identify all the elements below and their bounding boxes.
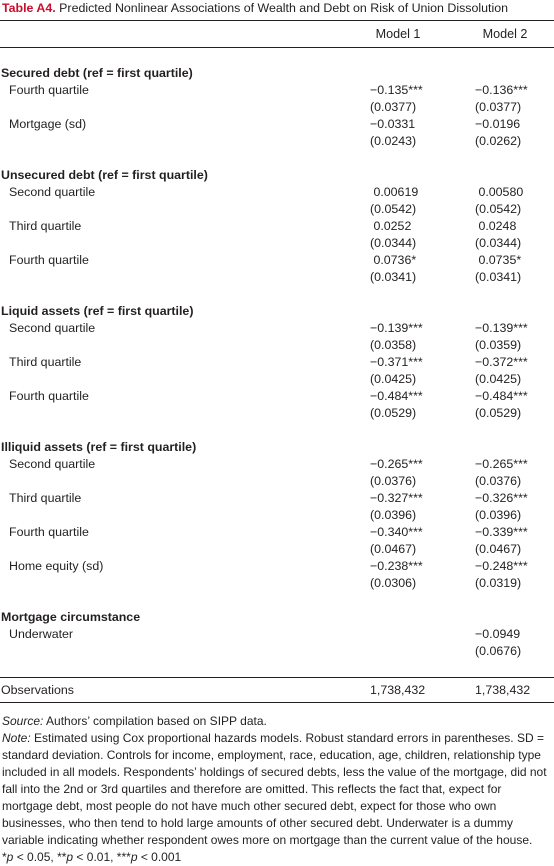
coefficient-row [0,252,554,269]
model-2-coefficient: −0.339*** [475,525,528,539]
row-spacer [0,660,554,677]
row-label: Underwater [9,627,74,641]
section-heading-row [0,167,554,184]
section-heading: Secured debt (ref = first quartile) [1,66,193,80]
note-text: Estimated using Cox proportional hazards models. Robust standard errors in parentheses. SD = standard deviation. Controls for income, employment, race, education, age, children, relationship type included in all models. Respondents’ holdings of secured debts, less the value of the mortgage, did not fall into the 2nd or 3rd quartiles and therefore are omitted. This reflects the fact that, expect for mortgage debt, most people do not have much other secured debt, expect for those who own businesses, who then tend to hold large amounts of other secured debt. Underwater is a dummy variable indicating whether respondent owes more on mortgage than the current value of the house. [2,731,547,847]
model-1-coefficient: 0.0252 [370,219,412,233]
model-2-standard-error: (0.0344) [475,236,522,250]
model-2-standard-error: (0.0529) [475,406,522,420]
model-2-observations: 1,738,432 [475,683,531,697]
model-2-coefficient: −0.139*** [475,321,528,335]
model-1-coefficient: −0.139*** [370,321,423,335]
table-notes [0,713,554,866]
model-2-standard-error: (0.0467) [475,542,522,556]
model-2-coefficient: −0.0196 [475,117,521,131]
row-label: Fourth quartile [9,525,89,539]
model-1-coefficient: −0.484*** [370,389,423,403]
row-label: Home equity (sd) [9,559,104,573]
row-spacer [0,150,554,167]
column-header-row [0,21,554,48]
model-2-coefficient: −0.136*** [475,83,528,97]
model-2-standard-error: (0.0425) [475,372,522,386]
section-heading-row [0,609,554,626]
row-spacer [0,422,554,439]
row-label: Fourth quartile [9,389,89,403]
model-2-standard-error: (0.0319) [475,576,522,590]
note-paragraph [2,730,552,849]
model-1-standard-error: (0.0467) [370,542,417,556]
sig-3-rest: < 0.001 [137,850,182,864]
row-spacer [0,592,554,609]
coefficient-row [0,116,554,133]
column-header-model-2: Model 2 [482,27,528,41]
model-2-coefficient: −0.484*** [475,389,528,403]
model-1-coefficient: −0.340*** [370,525,423,539]
model-1-standard-error: (0.0396) [370,508,417,522]
model-1-observations: 1,738,432 [370,683,426,697]
row-label: Fourth quartile [9,83,89,97]
sig-1-symbol: * [2,850,7,864]
model-2-standard-error: (0.0359) [475,338,522,352]
section-heading: Liquid assets (ref = first quartile) [1,304,194,318]
model-2-standard-error: (0.0396) [475,508,522,522]
model-1-standard-error: (0.0529) [370,406,417,420]
standard-error-row [0,99,554,116]
model-1-standard-error: (0.0376) [370,474,417,488]
row-label: Second quartile [9,321,96,335]
observations-label: Observations [1,683,75,697]
model-2-coefficient: −0.248*** [475,559,528,573]
coefficient-row [0,184,554,201]
section-heading-row [0,439,554,456]
standard-error-row [0,201,554,218]
model-1-standard-error: (0.0542) [370,202,417,216]
coefficient-row [0,490,554,507]
model-2-coefficient: 0.0735* [475,253,522,267]
standard-error-row [0,133,554,150]
sig-1-p: p [6,850,14,864]
row-label: Second quartile [9,457,96,471]
sig-2-symbol: ** [57,850,67,864]
coefficient-row [0,456,554,473]
standard-error-row [0,473,554,490]
row-label: Third quartile [9,491,82,505]
row-spacer [0,48,554,65]
model-1-coefficient: −0.371*** [370,355,423,369]
table-title-text: Predicted Nonlinear Associations of Wealth and Debt on Risk of Union Dissolution [59,1,508,15]
model-1-coefficient: −0.327*** [370,491,423,505]
model-1-coefficient: 0.0736* [370,253,417,267]
model-2-coefficient: 0.0248 [475,219,517,233]
model-2-coefficient: 0.00580 [475,185,524,199]
row-label: Third quartile [9,219,82,233]
model-2-coefficient: −0.326*** [475,491,528,505]
model-2-coefficient: −0.0949 [475,627,521,641]
model-1-standard-error: (0.0358) [370,338,417,352]
table-bottom-rule [0,702,554,703]
model-1-coefficient: 0.00619 [370,185,419,199]
standard-error-row [0,337,554,354]
standard-error-row [0,541,554,558]
note-label: Note: [2,731,31,745]
sig-2-rest: < 0.01, [73,850,117,864]
row-label: Fourth quartile [9,253,89,267]
section-heading-row [0,303,554,320]
observations-row [0,677,554,702]
significance-note [2,849,552,866]
source-label: Source: [2,714,44,728]
row-label: Third quartile [9,355,82,369]
sig-3-symbol: *** [116,850,131,864]
model-1-coefficient: −0.0331 [370,117,416,131]
row-label: Second quartile [9,185,96,199]
model-1-coefficient: −0.265*** [370,457,423,471]
coefficient-row [0,524,554,541]
section-heading: Illiquid assets (ref = first quartile) [1,440,197,454]
model-2-standard-error: (0.0341) [475,270,522,284]
model-1-coefficient: −0.135*** [370,83,423,97]
model-2-standard-error: (0.0262) [475,134,522,148]
section-heading: Mortgage circumstance [1,610,141,624]
model-1-standard-error: (0.0306) [370,576,417,590]
model-1-coefficient: −0.238*** [370,559,423,573]
coefficient-row [0,82,554,99]
model-1-standard-error: (0.0341) [370,270,417,284]
standard-error-row [0,235,554,252]
row-label: Mortgage (sd) [9,117,87,131]
source-text: Authors’ compilation based on SIPP data. [43,714,267,728]
sig-1-rest: < 0.05, [13,850,58,864]
model-1-standard-error: (0.0425) [370,372,417,386]
coefficient-row [0,388,554,405]
standard-error-row [0,371,554,388]
section-heading-row [0,65,554,82]
coefficient-row [0,218,554,235]
model-2-standard-error: (0.0377) [475,100,522,114]
coefficient-row [0,626,554,643]
model-2-coefficient: −0.372*** [475,355,528,369]
model-2-standard-error: (0.0676) [475,644,522,658]
sig-3-p: p [130,850,138,864]
model-1-standard-error: (0.0344) [370,236,417,250]
model-1-standard-error: (0.0243) [370,134,417,148]
row-spacer [0,286,554,303]
model-2-standard-error: (0.0542) [475,202,522,216]
coefficient-row [0,320,554,337]
model-2-coefficient: −0.265*** [475,457,528,471]
section-heading: Unsecured debt (ref = first quartile) [1,168,208,182]
table-title [0,0,554,21]
standard-error-row [0,507,554,524]
standard-error-row [0,405,554,422]
standard-error-row [0,575,554,592]
coefficient-row [0,354,554,371]
standard-error-row [0,643,554,660]
standard-error-row [0,269,554,286]
coefficient-row [0,558,554,575]
sig-2-p: p [66,850,74,864]
results-table [0,48,554,702]
model-1-standard-error: (0.0377) [370,100,417,114]
source-note [2,713,552,730]
column-header-model-1: Model 1 [375,27,421,41]
model-2-standard-error: (0.0376) [475,474,522,488]
table-label: Table A4. [2,1,56,15]
